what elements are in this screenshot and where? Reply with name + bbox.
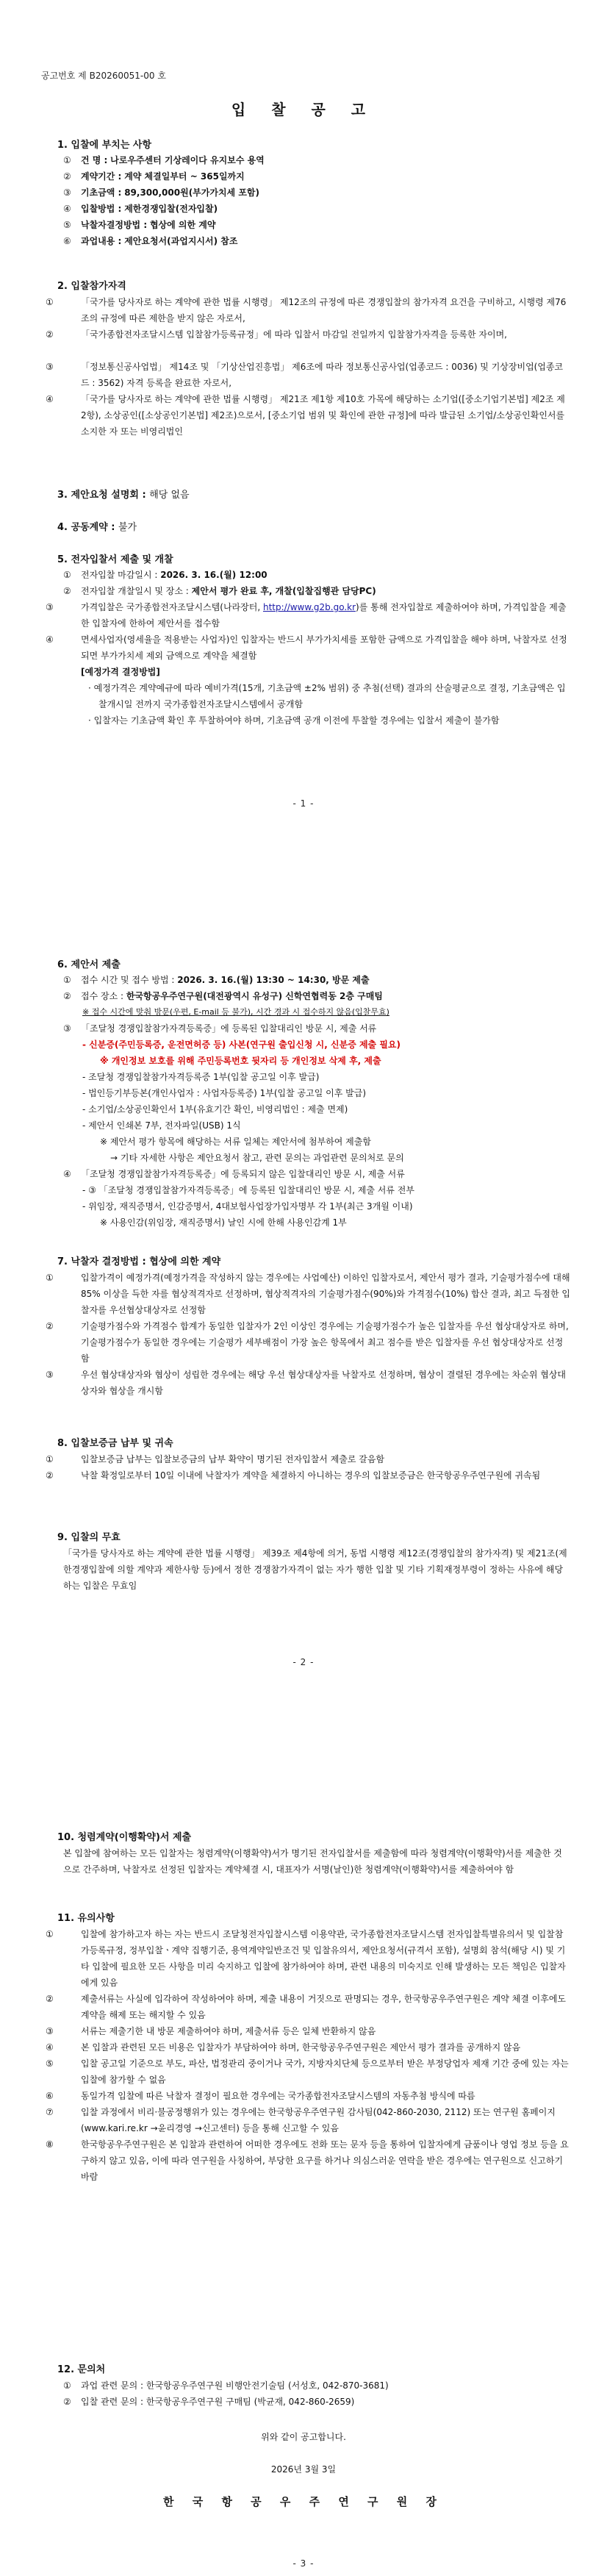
item-number: ① [46,1454,54,1464]
item-key: 입찰방법 : [81,204,122,214]
section-12-list [63,2378,570,2410]
item-text: 「정보통신공사업법」 제14조 및 「기상산업진흥법」 제6조에 따라 정보통신공사업(업종코드 : 0036) 및 기상장비업(업종코드 : 3562) 자격 등록을 완료한 자로서, [81,362,564,388]
section-8-heading: 8. 입찰보증금 납부 및 귀속 [57,1438,173,1449]
item-text: 우선 협상대상자와 협상이 성립한 경우에는 해당 우선 협상대상자를 낙찰자로 선정하며, 협상이 결렬된 경우에는 차순위 협상대상자와 협상을 개시함 [81,1370,567,1396]
item-key: 건 명 : [81,155,108,165]
doc-all-above: - ③ 「조달청 경쟁입찰참가자격등록증」에 등록된 입찰대리인 방문 시, 제출 서류 전부 [82,1185,414,1195]
item-number: ① [63,975,71,985]
item-number: ⑦ [46,2107,54,2117]
item-number: ① [46,297,54,307]
item-number: ④ [46,2042,54,2053]
item-number: ④ [63,1169,71,1179]
doc-corp-register: - 법인등기부등본(개인사업자 : 사업자등록증) 1부(입찰 공고일 이후 발급) [82,1088,367,1098]
price-rule-2-text: 입찰자는 기초금액 확인 후 투찰하여야 하며, 기초금액 공개 이전에 투찰할 경우에는 입찰서 제출이 불가함 [93,715,500,726]
section-2-heading: 2. 입찰참가자격 [57,281,126,292]
doc-small-biz: - 소기업/소상공인확인서 1부(유효기간 확인, 비영리법인 : 제출 면제) [82,1104,348,1115]
item-text: 「국가종합전자조달시스템 입찰참가등록규정」에 따라 입찰서 마감일 전일까지 입찰참가자격을 등록한 자이며, [81,329,507,340]
item-value: 계약 체결일부터 ~ 365일까지 [124,171,245,182]
item-key: 접수 시간 및 접수 방법 : [81,975,178,985]
item-key: 전자입찰 마감일시 : [81,570,161,580]
page-number: - 3 - [292,2558,315,2569]
item-text: 입찰 공고일 기준으로 부도, 파산, 법정관리 중이거나 국가, 지방자치단체 등으로부터 받은 부정당업자 제재 기간 중에 있는 자는 입찰에 참가할 수 없음 [81,2058,569,2085]
item-number: ② [46,1321,54,1331]
item-number: ① [63,155,71,165]
item-value: 나로우주센터 기상레이다 유지보수 용역 [110,155,265,165]
item-value: 89,300,000원(부가가치세 포함) [124,187,259,198]
item-number: ③ [46,1370,54,1380]
item-key: 접수 장소 : [81,991,126,1001]
item-number: ① [63,570,71,580]
doc-poa: - 위임장, 재직증명서, 인감증명서, 4대보험사업장가입자명부 각 1부(최근 3개월 이내) [82,1201,413,1212]
notice-number: 공고번호 제 B20260051-00 호 [41,71,166,81]
item-number: ② [46,1470,54,1481]
seal-note: ※ 사용인감(위임장, 재직증명서) 날인 시에 한해 사용인감계 1부 [100,1217,347,1228]
section-3-value: 해당 없음 [149,490,190,501]
contact-project: 과업 관련 문의 : 한국항공우주연구원 비행안전기술팀 (서성호, 042-870-3681) [81,2380,389,2391]
item-number: ③ [46,362,54,372]
subheading-price: [예정가격 결정방법] [81,667,160,677]
item-value: 협상에 의한 계약 [149,220,216,230]
section-10-heading: 10. 청렴계약(이행확약)서 제출 [57,1832,192,1843]
item-number: ④ [63,204,71,214]
section-7-heading [57,1253,220,1267]
section-1-heading: 1. 입찰에 부치는 사항 [57,140,152,151]
item-value: 제안요청서(과업지시서) 참조 [124,236,238,246]
doc-registration: - 조달청 경쟁입찰참가자격등록증 1부(입찰 공고일 이후 발급) [82,1072,320,1082]
item-text: 제출서류는 사실에 입각하여 작성하여야 하며, 제출 내용이 거짓으로 판명되는 경우, 한국항공우주연구원은 계약 체결 이후에도 계약을 해제 또는 해지할 수 있음 [81,1994,567,2020]
item-text: 「국가를 당사자로 하는 계약에 관한 법률 시행령」 제12조의 규정에 따른 경쟁입찰의 참가자격 요건을 구비하고, 시행령 제76조의 규정에 따른 제한을 받지 않은 자로서, [81,297,567,323]
item-text: 입찰가격이 예정가격(예정가격을 작성하지 않는 경우에는 사업예산) 이하인 입찰자로서, 제안서 평가 결과, 기술평가점수에 대해 85% 이상을 득한 자를 협상적격자로 선정하며, 협상적격자의 기술평가점수(90%)와 가격점수(10%) 합산 결과, 최고 득점한 입찰자를 우선협상대상자로 선정함 [81,1273,571,1315]
item-number: ③ [63,1023,71,1034]
item-value: 2026. 3. 16.(월) 13:30 ~ 14:30, 방문 제출 [177,975,370,985]
item-number: ① [63,2380,71,2391]
item-number: ② [63,171,71,182]
section-3-heading [57,487,190,501]
price-rule-1-text: 예정가격은 계약예규에 따라 예비가격(15개, 기초금액 ±2% 범위) 중 추첨(선택) 결과의 산술평균으로 결정, 기초금액은 입찰개시일 전까지 국가종합전자조달시스템에서 공개함 [93,683,566,709]
doc-proposal-print: - 제안서 인쇄본 7부, 전자파일(USB) 1식 [82,1120,241,1131]
section-4-heading [57,519,137,533]
item-value: 제안서 평가 완료 후, 개찰(입찰집행관 담당PC) [191,586,376,596]
privacy-note: ※ 개인정보 보호를 위해 주민등록번호 뒷자리 등 개인정보 삭제 후, 제출 [100,1056,381,1066]
item-number: ⑤ [46,2058,54,2069]
section-5-heading: 5. 전자입찰서 제출 및 개찰 [57,554,173,565]
item-text: 동일가격 입찰에 따른 낙찰자 결정이 필요한 경우에는 국가종합전자조달시스템의 자동추첨 방식에 따름 [81,2091,475,2101]
section-6-list [63,972,570,1231]
item-text: 가격입찰은 국가종합전자조달시스템(나라장터, [81,602,263,612]
issuer-name: 한 국 항 공 우 주 연 구 원 장 [163,2495,444,2508]
section-1-list [63,152,570,249]
item-key: 과업내용 : [81,236,122,246]
item-text: 면세사업자(영세율을 적용받는 사업자)인 입찰자는 반드시 부가가치세를 포함한 금액으로 가격입찰을 해야 하며, 낙찰자로 선정되면 부가가치세 제외 금액으로 계약을 체결함 [81,634,567,661]
item-number: ② [46,329,54,340]
item-number: ⑥ [63,236,71,246]
proposal-attach-note: ※ 제안서 평가 항목에 해당하는 서류 일체는 제안서에 첨부하여 제출함 [100,1137,371,1147]
page-number: - 1 - [292,798,315,809]
item-key: 낙찰자결정방법 : [81,220,148,230]
g2b-link[interactable]: http://www.g2b.go.kr [262,602,356,612]
section-9-text: 「국가를 당사자로 하는 계약에 관한 법률 시행령」 제39조 제4항에 의거, 동법 시행령 제12조(경쟁입찰의 참가자격) 및 제21조(제한경쟁입찰에 의할 계약과 제한사항 등)에서 정한 경쟁참가자격이 없는 자가 행한 입찰 및 기타 기획재정부령이 정하는 사유에 해당하는 입찰은 무효임 [63,1548,567,1591]
section-5-list [46,567,570,729]
section-2-list [46,294,570,440]
item-number: ③ [63,187,71,198]
item-key: 계약기간 : [81,171,122,182]
section-10-text: 본 입찰에 참여하는 모든 입찰자는 청렴계약(이행확약)서가 명기된 전자입찰서를 제출함에 따라 청렴계약(이행확약)서를 제출한 것으로 간주하며, 낙찰자로 선정된 입찰자는 계약체결 시, 대표자가 서명(날인)한 청렴계약(이행확약)서를 제출하여야 함 [63,1848,562,1875]
item-number: ③ [46,602,54,612]
item-text: 본 입찰과 관련된 모든 비용은 입찰자가 부담하여야 하며, 한국항공우주연구원은 제안서 평가 결과를 공개하지 않음 [81,2042,521,2053]
item-text: 낙찰 확정일로부터 10일 이내에 낙찰자가 계약을 체결하지 아니하는 경우의 입찰보증금은 한국항공우주연구원에 귀속됨 [81,1470,541,1481]
item-number: ② [63,991,71,1001]
item-value: 2026. 3. 16.(월) 12:00 [160,570,267,580]
item-number: ② [63,2397,71,2407]
section-11-heading: 11. 유의사항 [57,1913,115,1924]
price-rule-2: · 입찰자는 기초금액 확인 후 투찰하여야 하며, 기초금액 공개 이전에 투찰할 경우에는 입찰서 제출이 불가함 [88,715,500,726]
section-7-title: 7. 낙찰자 결정방법 : [57,1256,146,1267]
price-rule-1: · 예정가격은 계약예규에 따라 예비가격(15개, 기초금액 ±2% 범위) 중 추첨(선택) 결과의 산술평균으로 결정, 기초금액은 입찰개시일 전까지 국가종합전자조달시스템에서 공개함 [88,683,566,709]
item-number: ④ [46,634,54,645]
item-text: 기술평가점수와 가격점수 합계가 동일한 입찰자가 2인 이상인 경우에는 기술평가점수가 높은 입찰자를 우선 협상대상자로 하며, 기술평가점수가 동일한 경우에는 기술평가 세부배점이 가장 높은 항목에서 최고 점수를 받은 입찰자를 우선 협상대상자로 선정함 [81,1321,569,1364]
closing-text: 위와 같이 공고합니다. [261,2432,346,2442]
item-text: 「조달청 경쟁입찰참가자격등록증」에 등록된 입찰대리인 방문 시, 제출 서류 [81,1023,377,1034]
item-key: 기초금액 : [81,187,122,198]
item-number: ⑥ [46,2091,54,2101]
section-3-title: 3. 제안요청 설명회 : [57,490,146,501]
item-text: 입찰에 참가하고자 하는 자는 반드시 조달청전자입찰시스템 이용약관, 국가종합전자조달시스템 전자입찰특별유의서 및 입찰참가등록규정, 정부입찰ㆍ계약 집행기준, 용역계약일반조건 및 입찰유의서, 제안요청서(규격서 포함), 설명회 참석(해당 시) 및 기타 입찰에 필요한 모든 사항을 미리 숙지하고 입찰에 참가하여야 하며, 관련 내용의 미숙지로 인해 발생하는 모든 책임은 입찰자에게 있음 [81,1929,566,1988]
item-number: ⑧ [46,2139,54,2150]
page-number: - 2 - [292,1657,315,1667]
section-9-heading: 9. 입찰의 무효 [57,1532,121,1543]
item-number: ④ [46,394,54,404]
item-text: 「조달청 경쟁입찰참가자격등록증」에 등록되지 않은 입찰대리인 방문 시, 제출 서류 [81,1169,405,1179]
item-text: 「국가를 당사자로 하는 계약에 관한 법률 시행령」 제21조 제1항 제10호 가목에 해당하는 소기업([중소기업기본법] 제2조 제2항), 소상공인([소상공인기본법] 제2조)으로서, [중소기업 범위 및 확인에 관한 규정]에 따라 발급된 소기업/소상공인확인서를 소지한 자 또는 비영리법인 [81,394,565,437]
item-value: 한국항공우주연구원(대전광역시 유성구) 신학연협력동 2층 구매팀 [126,991,383,1001]
section-8-list [46,1451,570,1484]
section-4-value: 불가 [118,522,137,533]
item-number: ① [46,1273,54,1283]
contact-purchase: 입찰 관련 문의 : 한국항공우주연구원 구매팀 (박균재, 042-860-2659) [81,2397,355,2407]
item-number: ⑤ [63,220,71,230]
item-text: )를 통해 전자입찰로 제출하여야 하며, 가격입찰을 제출한 입찰자에 한하여 제안서를 접수함 [81,602,567,629]
section-11-list [46,1926,570,2185]
item-key: 전자입찰 개찰일시 및 장소 : [81,586,192,596]
item-number: ③ [46,2026,54,2036]
item-text: 서류는 제출기한 내 방문 제출하여야 하며, 제출서류 등은 일체 반환하지 않음 [81,2026,376,2036]
item-text: 입찰보증금 납부는 입찰보증금의 납부 확약이 명기된 전자입찰서 제출로 갈음함 [81,1454,385,1464]
notice-date: 2026년 3월 3일 [270,2464,337,2475]
item-text: 입찰 과정에서 비리·불공정행위가 있는 경우에는 한국항공우주연구원 감사팀(042-860-2030, 2112) 또는 연구원 홈페이지(www.kari.re.kr →윤리경영 →신고센터) 등을 통해 신고할 수 있음 [81,2107,556,2133]
doc-id-copy: - 신분증(주민등록증, 운전면허증 등) 사본(연구원 출입신청 시, 신분증 제출 필요) [82,1040,401,1050]
item-number: ① [46,1929,54,1939]
page-title: 입 찰 공 고 [231,101,376,118]
section-6-heading: 6. 제안서 제출 [57,959,121,970]
item-value: 제한경쟁입찰(전자입찰) [124,204,218,214]
item-number: ② [46,1994,54,2004]
section-7-value: 협상에 의한 계약 [149,1256,221,1267]
section-4-title: 4. 공동계약 : [57,522,115,533]
item-text: 한국항공우주연구원은 본 입찰과 관련하여 어떠한 경우에도 전화 또는 문자 등을 통하여 입찰자에게 금품이나 영업 정보 등을 요구하지 않고 있음, 이에 따라 연구원을 사칭하여, 부당한 요구를 하거나 의심스러운 연락을 받은 경우에는 연구원으로 신고하기 바람 [81,2139,569,2182]
section-7-list [46,1270,571,1399]
submission-note: ※ 접수 시간에 맞춰 방문(우편, E-mail 등 불가), 시간 경과 시 접수하지 않음(입찰무효) [82,1007,389,1017]
section-12-heading: 12. 문의처 [57,2364,106,2375]
item-number: ② [63,586,71,596]
proposal-ref-note: → 기타 자세한 사항은 제안요청서 참고, 관련 문의는 과업관련 문의처로 문의 [110,1153,404,1163]
